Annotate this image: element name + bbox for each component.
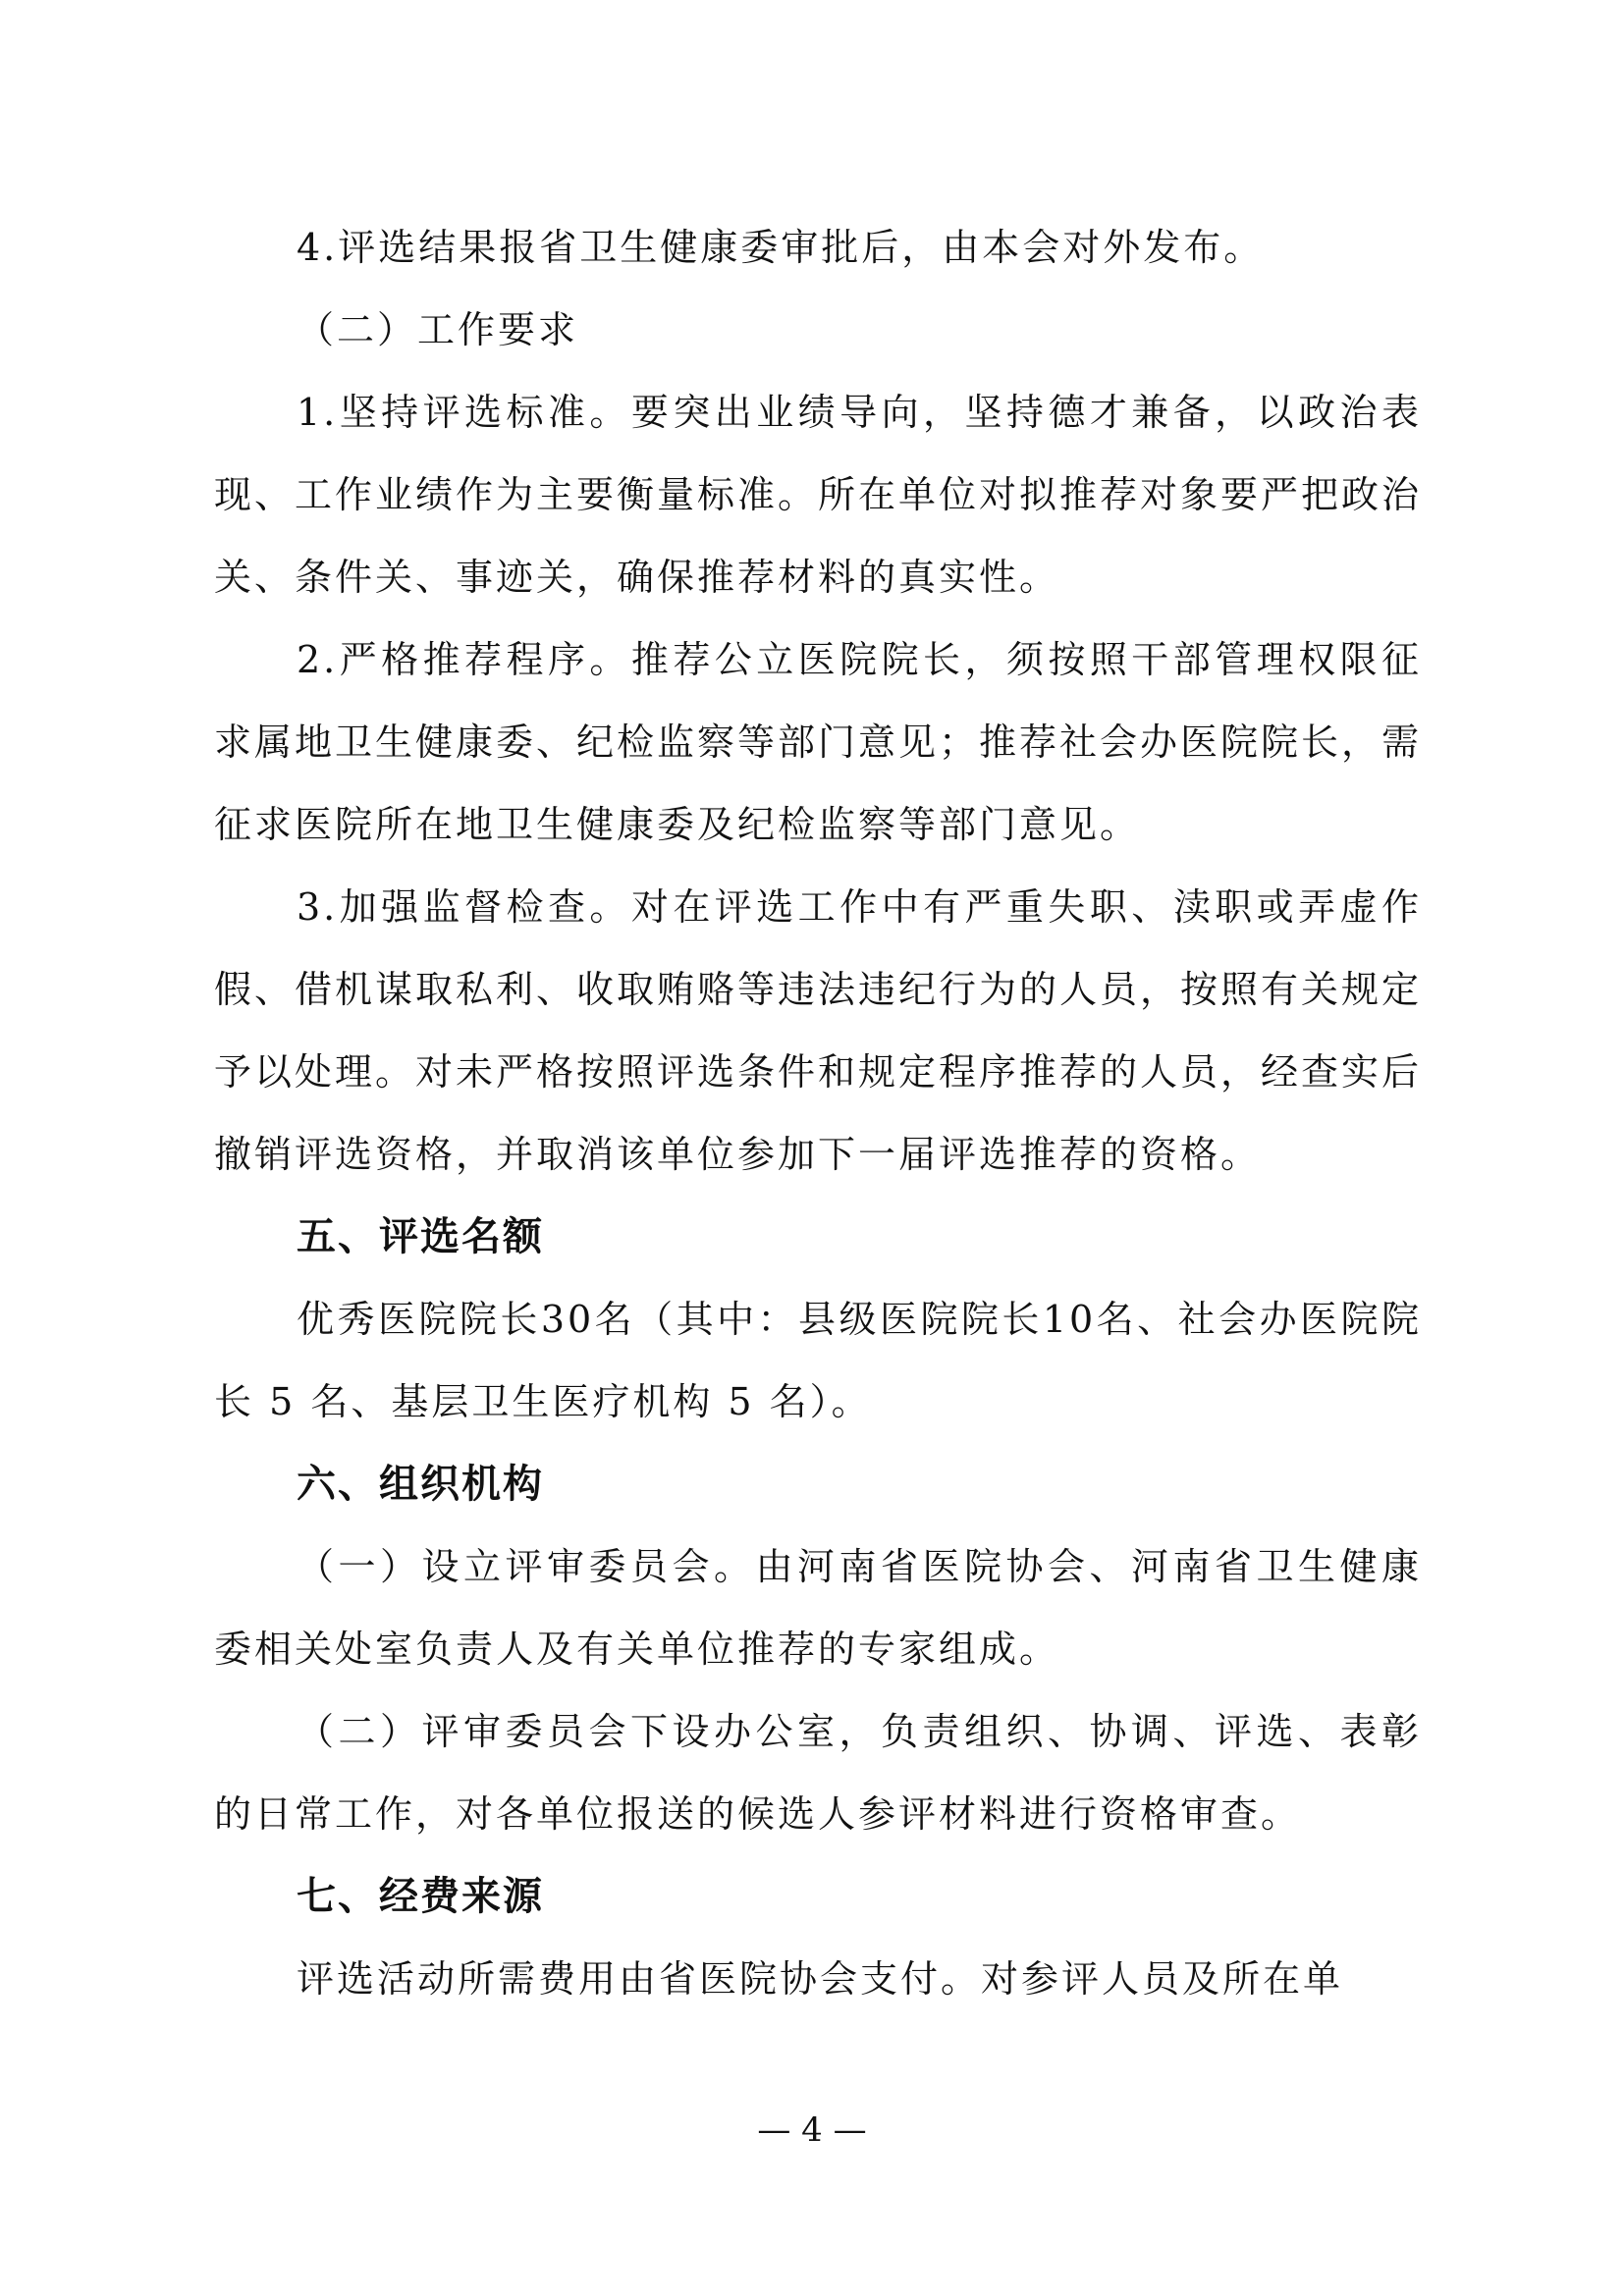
paragraph-recommendation-procedure: 2.严格推荐程序。推荐公立医院院长，须按照干部管理权限征求属地卫生健康委、纪检监察等部门意见；推荐社会办医院院长，需征求医院所在地卫生健康委及纪检监察等部门意见。: [214, 638, 1423, 846]
paragraph-review-committee: （一）设立评审委员会。由河南省医院协会、河南省卫生健康委相关处室负责人及有关单位推荐的专家组成。: [214, 1545, 1422, 1671]
paragraph-result-release: 4.评选结果报省卫生健康委审批后，由本会对外发布。: [297, 226, 1265, 269]
subheading-work-requirements: （二）工作要求: [297, 308, 579, 351]
document-body: [214, 206, 1422, 2020]
paragraph-committee-office: （二）评审委员会下设办公室，负责组织、协调、评选、表彰的日常工作，对各单位报送的候选人参评材料进行资格审查。: [214, 1710, 1422, 1836]
paragraph-quota: 优秀医院院长30名（其中：县级医院院长10名、社会办医院院长 5 名、基层卫生医疗机构 5 名）。: [214, 1298, 1422, 1423]
paragraph-supervision: 3.加强监督检查。对在评选工作中有严重失职、渎职或弄虚作假、借机谋取私利、收取贿赂等违法违纪行为的人员，按照有关规定予以处理。对未严格按照评选条件和规定程序推荐的人员，经查实后撤销评选资格，并取消该单位参加下一届评选推荐的资格。: [214, 885, 1423, 1176]
page-number: — 4 —: [757, 2110, 867, 2150]
heading-funding: 七、经费来源: [297, 1874, 544, 1919]
paragraph-funding: 评选活动所需费用由省医院协会支付。对参评人员及所在单: [297, 1957, 1344, 2001]
heading-organization: 六、组织机构: [297, 1462, 544, 1507]
paragraph-selection-standard: 1.坚持评选标准。要突出业绩导向，坚持德才兼备，以政治表现、工作业绩作为主要衡量标准。所在单位对拟推荐对象要严把政治关、条件关、事迹关，确保推荐材料的真实性。: [214, 391, 1423, 599]
heading-quota: 五、评选名额: [297, 1214, 544, 1259]
